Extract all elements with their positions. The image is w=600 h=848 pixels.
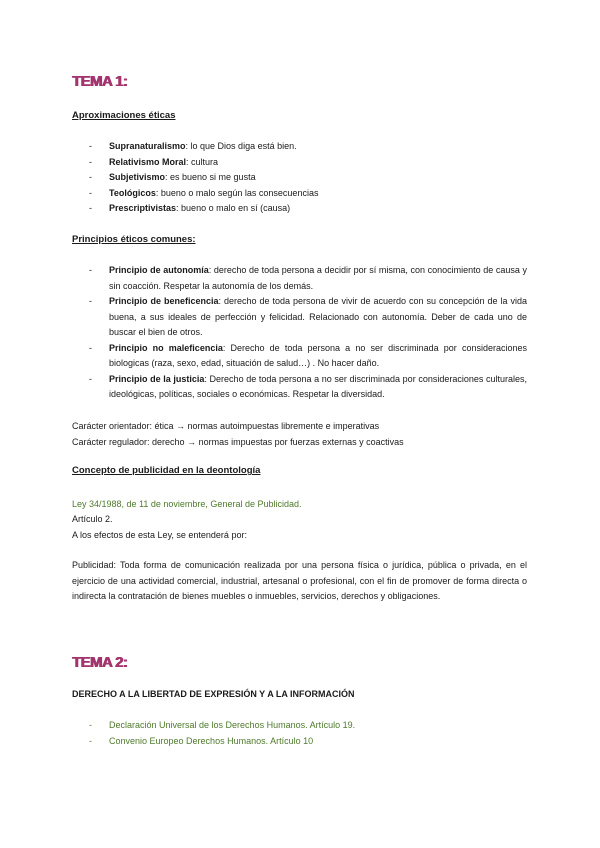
list-item: - Teológicos: bueno o malo según las consecuencias [89,187,319,198]
list-item: - Supranaturalismo: lo que Dios diga está bien. [89,141,297,151]
derecho-heading: DERECHO A LA LIBERTAD DE EXPRESIÓN Y A LA INFORMACIÓN [72,689,355,699]
list-item: - Principio de la justicia: Derecho de toda persona a no ser discriminada por consideraciones culturales, ideológicas, políticas, sociales o económicas. Respetar la diversidad. [89,373,528,399]
efectos-text: A los efectos de esta Ley, se entenderá por: [72,530,247,540]
list-item: - Prescriptivistas: bueno o malo en sí (causa) [89,203,291,213]
tema2-list [89,718,529,749]
publicidad-heading: Concepto de publicidad en la deontología [72,465,261,476]
publicidad-definicion: Publicidad: Toda forma de comunicación realizada por una persona física o jurídica, pública o privada, en el ejercicio de una actividad comercial, industrial, artesanal o profesional, con el fin de promover de forma directa o indirecta la contratación de bienes muebles o inmuebles, servicios, derechos y obligaciones. [72,560,527,601]
list-item: - Principio de beneficencia: derecho de toda persona de vivir de acuerdo con su concepción de la vida buena, a sus ideales de perfección y felicidad. Relacionado con autonomía. Deber de cada uno de buscar el bien de otros. [89,296,527,337]
list-item: - Principio no maleficencia: Derecho de toda persona a no ser discriminada por consideraciones biologicas (raza, sexo, edad, situación de salud…) . No hacer daño. [89,342,527,368]
list-item: - Relativismo Moral: cultura [89,156,219,167]
aproximaciones-list [89,139,529,217]
tema2-title: TEMA 2: [72,654,128,671]
list-item: - Principio de autonomía: derecho de toda persona a decidir por sí misma, con conocimiento de causa y sin coacción. Respetar la autonomía de los demás. [89,265,527,291]
list-item[interactable]: - Convenio Europeo Derechos Humanos. Artículo 10 [89,735,314,746]
principios-heading: Principios éticos comunes: [72,234,196,245]
caracter-regulador: Carácter regulador: derecho → normas impuestas por fuerzas externas y coactivas [72,437,404,447]
principios-list [89,263,528,403]
list-item[interactable]: - Declaración Universal de los Derechos Humanos. Artículo 19. [89,720,356,730]
caracter-orientador: Carácter orientador: ética → normas autoimpuestas libremente e imperativas [72,421,380,431]
aproximaciones-heading: Aproximaciones éticas [72,110,176,121]
ley-link[interactable]: Ley 34/1988, de 11 de noviembre, General de Publicidad. [72,499,302,509]
list-item: - Subjetivismo: es bueno si me gusta [89,172,256,182]
tema1-title: TEMA 1: [72,73,128,90]
articulo-label: Artículo 2. [72,514,113,524]
